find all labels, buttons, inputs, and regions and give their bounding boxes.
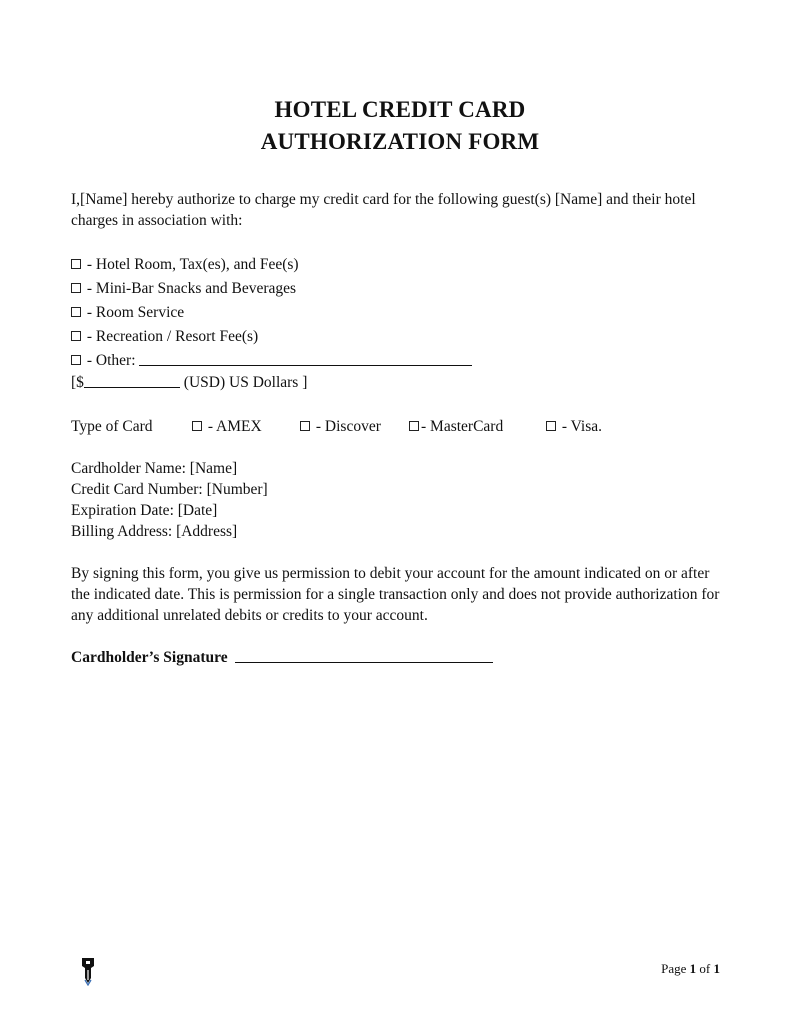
amount-field[interactable] <box>84 372 180 388</box>
amount-suffix: (USD) US Dollars ] <box>183 374 308 391</box>
expiration-date: Expiration Date: [Date] <box>71 502 218 519</box>
charge-option-hotel-room[interactable] <box>71 254 299 275</box>
checkbox[interactable] <box>546 421 556 431</box>
charge-option-other[interactable] <box>71 350 472 371</box>
checkbox[interactable] <box>71 307 81 317</box>
charge-option-label: - Hotel Room, Tax(es), and Fee(s) <box>86 256 299 273</box>
form-title-line-2: AUTHORIZATION FORM <box>260 129 540 154</box>
checkbox[interactable] <box>192 421 202 431</box>
amount-prefix: [$ <box>71 374 84 391</box>
pen-logo-icon <box>78 956 98 986</box>
page-number: Page 1 of 1 <box>661 961 720 976</box>
charge-option-room-service[interactable] <box>71 302 184 323</box>
billing-address: Billing Address: [Address] <box>71 523 238 540</box>
charge-option-recreation[interactable] <box>71 326 258 347</box>
charge-option-label: - Room Service <box>86 304 185 321</box>
signature-label: Cardholder’s Signature <box>71 649 228 666</box>
signature-line <box>71 647 493 668</box>
checkbox[interactable] <box>300 421 310 431</box>
card-option-label: - Visa. <box>561 418 602 435</box>
card-type-label: Type of Card <box>71 418 153 435</box>
amount-line <box>71 372 307 393</box>
other-charge-field[interactable] <box>139 350 472 366</box>
checkbox[interactable] <box>71 331 81 341</box>
cardholder-name: Cardholder Name: [Name] <box>71 460 238 477</box>
credit-card-number: Credit Card Number: [Number] <box>71 481 268 498</box>
permission-paragraph: By signing this form, you give us permission to debit your account for the amount indicated on or after the indicated date. This is permission for a single transaction only and does not provide authorization for any additional unrelated debits or credits to your account. <box>71 565 720 624</box>
card-option-discover[interactable] <box>300 416 381 437</box>
checkbox[interactable] <box>409 421 419 431</box>
signature-field[interactable] <box>235 647 493 663</box>
checkbox[interactable] <box>71 283 81 293</box>
form-title-line-1: HOTEL CREDIT CARD <box>274 97 526 122</box>
intro-paragraph: I,[Name] hereby authorize to charge my credit card for the following guest(s) [Name] and their hotel charges in association with: <box>71 191 696 229</box>
charge-option-minibar[interactable] <box>71 278 296 299</box>
charge-option-label: - Other: <box>86 352 136 369</box>
checkbox[interactable] <box>71 259 81 269</box>
charge-option-label: - Recreation / Resort Fee(s) <box>86 328 259 345</box>
card-option-visa[interactable] <box>546 416 602 437</box>
card-option-amex[interactable] <box>192 416 262 437</box>
checkbox[interactable] <box>71 355 81 365</box>
card-option-label: - AMEX <box>207 418 262 435</box>
charge-option-label: - Mini-Bar Snacks and Beverages <box>86 280 297 297</box>
card-option-label: - MasterCard <box>421 418 504 435</box>
card-option-mastercard[interactable] <box>409 416 503 437</box>
card-option-label: - Discover <box>315 418 381 435</box>
